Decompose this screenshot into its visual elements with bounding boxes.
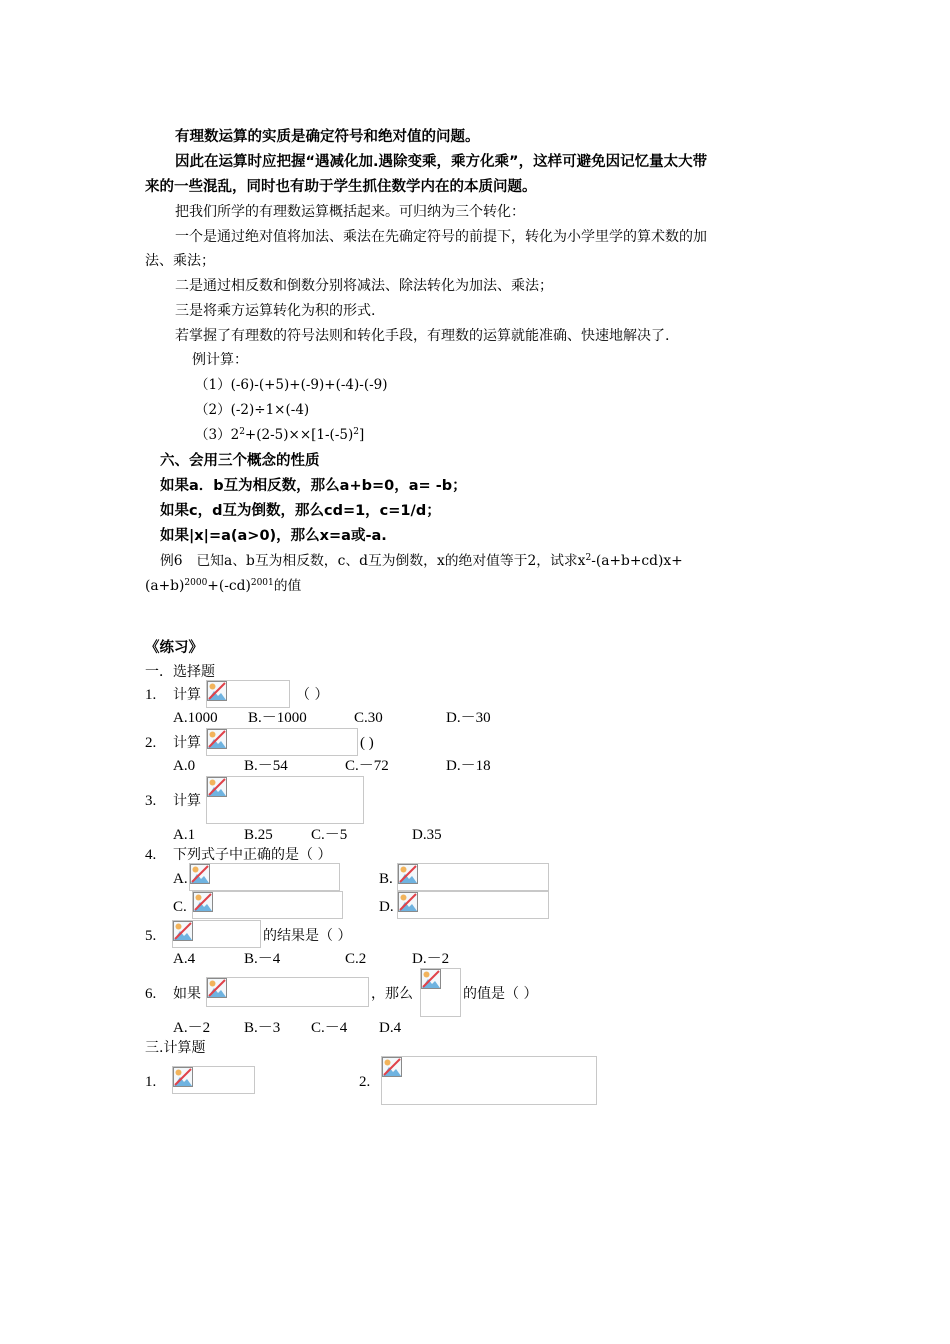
- example-1: （1）(-6)-(+5)+(-9)+(-4)-(-9): [195, 377, 388, 393]
- para-summary: 把我们所学的有理数运算概括起来。可归纳为三个转化：: [175, 204, 525, 220]
- q1-option-d[interactable]: D.－30: [446, 710, 491, 726]
- broken-image-icon: [207, 729, 227, 749]
- broken-image-icon: [421, 969, 441, 989]
- q5-number: 5.: [145, 928, 157, 944]
- para-conversion-1a: 一个是通过绝对值将加法、乘法在先确定符号的前提下，转化为小学里学的算术数的加: [175, 229, 707, 245]
- calc-1-image: [172, 1066, 255, 1094]
- q2-number: 2.: [145, 735, 157, 751]
- rule-reciprocal: 如果c，d互为倒数，那么cd=1，c=1/d；: [160, 503, 441, 519]
- q5-option-a[interactable]: A.4: [173, 951, 196, 967]
- para-conversion-2: 二是通过相反数和倒数分别将减法、除法转化为加法、乘法；: [175, 278, 553, 294]
- q2-option-c[interactable]: C.－72: [345, 758, 389, 774]
- q6-number: 6.: [145, 986, 157, 1002]
- para-conversion-1b: 法、乘法；: [145, 253, 215, 269]
- q4-option-a-label[interactable]: A.: [173, 871, 188, 887]
- broken-image-icon: [207, 978, 227, 998]
- q4-text: 下列式子中正确的是（ ）: [173, 847, 332, 863]
- broken-image-icon: [207, 777, 227, 797]
- q1-option-b[interactable]: B.－1000: [248, 710, 307, 726]
- q5-option-c[interactable]: C.2: [345, 951, 367, 967]
- section-choice-heading: 一．选择题: [145, 664, 215, 680]
- q2-option-d[interactable]: D.－18: [446, 758, 491, 774]
- q3-text: 计算: [173, 793, 201, 809]
- q4-option-c-label[interactable]: C.: [173, 899, 187, 915]
- q4-number: 4.: [145, 847, 157, 863]
- section-calc-heading: 三.计算题: [145, 1040, 206, 1056]
- q1-text: 计算: [173, 687, 201, 703]
- example-3: $(3)2^2+(2-5)\times\times[1-(-5)^2]$: [195, 427, 365, 443]
- broken-image-icon: [398, 892, 418, 912]
- q6-then: ，那么: [371, 986, 413, 1002]
- broken-image-icon: [382, 1057, 402, 1077]
- calc-2-number: 2.: [359, 1074, 371, 1090]
- q6-option-d[interactable]: D.4: [379, 1020, 402, 1036]
- broken-image-icon: [173, 1067, 193, 1087]
- q5-options: [0, 948, 950, 970]
- broken-image-icon: [173, 921, 193, 941]
- para-strategy-2: 来的一些混乱，同时也有助于学生抓住数学内在的本质问题。: [145, 179, 537, 195]
- q4-option-c-image: [192, 891, 343, 919]
- example-title: 例计算：: [192, 352, 248, 368]
- q1-number: 1.: [145, 687, 157, 703]
- q2-text: 计算: [173, 735, 201, 751]
- q2-option-b[interactable]: B.－54: [244, 758, 288, 774]
- q3-option-b[interactable]: B.25: [244, 827, 273, 843]
- q4-option-d-label[interactable]: D.: [379, 899, 394, 915]
- para-conclusion: 若掌握了有理数的符号法则和转化手段，有理数的运算就能准确、快速地解决了.: [175, 328, 670, 344]
- q5-option-d[interactable]: D.－2: [412, 951, 450, 967]
- q5-option-b[interactable]: B.－4: [244, 951, 281, 967]
- rule-opposite: 如果a．b互为相反数，那么a+b=0，a= -b；: [160, 478, 467, 494]
- q6-option-c[interactable]: C.－4: [311, 1020, 348, 1036]
- q6-options: [0, 1017, 950, 1039]
- para-conversion-3: 三是将乘方运算转化为积的形式.: [175, 303, 376, 319]
- q6-condition-image: [206, 977, 369, 1007]
- q3-option-d[interactable]: D.35: [412, 827, 442, 843]
- q2-bracket: ( ): [360, 735, 374, 751]
- calc-2-image: [381, 1056, 597, 1105]
- q5-text: 的结果是（ ）: [263, 928, 352, 944]
- q1-option-a[interactable]: A.1000: [173, 710, 218, 726]
- q3-formula-image: [206, 776, 364, 824]
- q2-option-a[interactable]: A.0: [173, 758, 196, 774]
- q6-expression-image: [420, 968, 461, 1017]
- q1-option-c[interactable]: C.30: [354, 710, 383, 726]
- q3-option-a[interactable]: A.1: [173, 827, 196, 843]
- rule-absolute: 如果|x|=a(a>0)，那么x=a或-a.: [160, 528, 387, 544]
- broken-image-icon: [190, 864, 210, 884]
- calc-1-number: 1.: [145, 1074, 157, 1090]
- broken-image-icon: [193, 892, 213, 912]
- q1-options: [0, 707, 950, 729]
- q3-options: [0, 824, 950, 846]
- practice-title: 《练习》: [145, 640, 203, 656]
- q5-formula-image: [172, 920, 261, 948]
- section-six-heading: 六、会用三个概念的性质: [160, 453, 320, 469]
- q2-formula-image: [206, 728, 358, 756]
- q1-bracket: （ ）: [296, 687, 329, 703]
- q6-option-a[interactable]: A.－2: [173, 1020, 211, 1036]
- q6-text: 如果: [173, 986, 201, 1002]
- q2-options: [0, 755, 950, 777]
- broken-image-icon: [207, 681, 227, 701]
- para-essence: 有理数运算的实质是确定符号和绝对值的问题。: [175, 129, 480, 145]
- q3-number: 3.: [145, 793, 157, 809]
- q3-option-c[interactable]: C.－5: [311, 827, 348, 843]
- q4-option-d-image: [397, 891, 549, 919]
- example-6-line2: $(a+b)^{2000}+(-cd)^{2001}$的值: [145, 578, 302, 594]
- q4-option-a-image: [189, 863, 340, 891]
- q4-option-b-image: [397, 863, 549, 891]
- example-6-line1: 例6 已知a、b互为相反数，c、d互为倒数，x的绝对值等于2，试求$x^2-(a+b+cd)x+$: [160, 553, 683, 569]
- broken-image-icon: [398, 864, 418, 884]
- q1-formula-image: [206, 680, 290, 708]
- q6-tail: 的值是（ ）: [463, 986, 538, 1002]
- q6-option-b[interactable]: B.－3: [244, 1020, 281, 1036]
- example-2: （2）(-2)÷1×(-4): [195, 402, 310, 418]
- q4-option-b-label[interactable]: B.: [379, 871, 393, 887]
- para-strategy-1: 因此在运算时应把握“遇减化加.遇除变乘，乘方化乘”，这样可避免因记忆量太大带: [175, 154, 708, 170]
